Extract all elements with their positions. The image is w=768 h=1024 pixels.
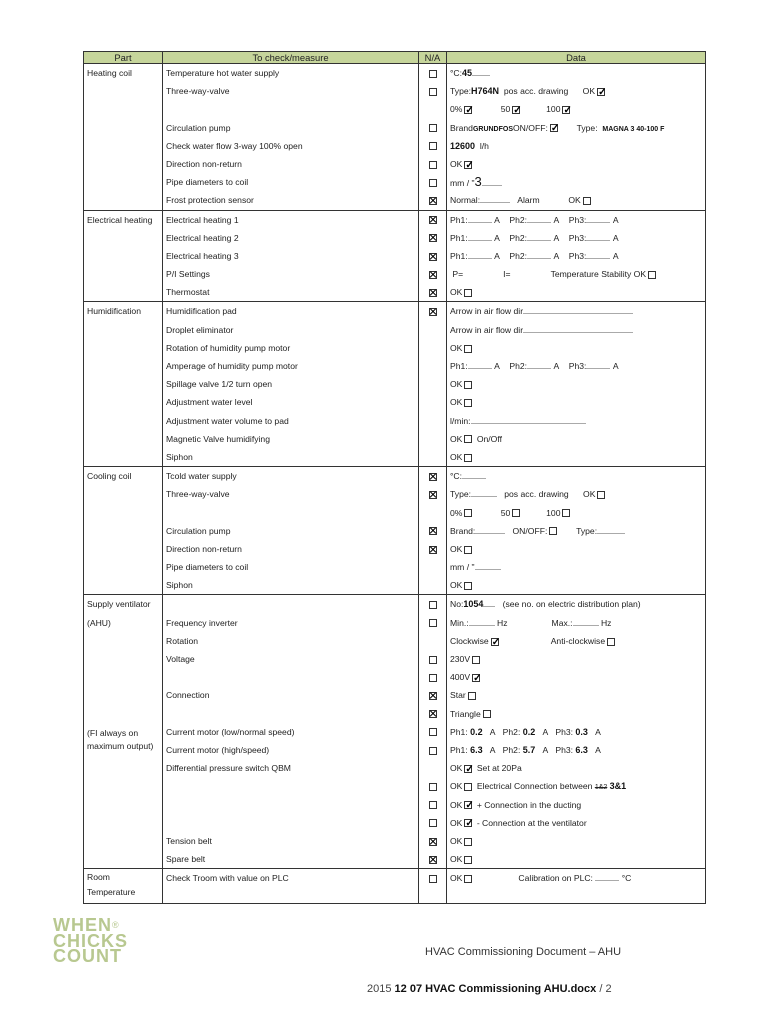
data-label: A (612, 361, 619, 371)
checkbox[interactable] (512, 509, 520, 517)
checkbox-checked[interactable] (562, 106, 570, 114)
data-label: Temperature Stability OK (550, 269, 647, 280)
data-label: Normal: (450, 195, 481, 206)
checkbox-checked[interactable] (472, 674, 480, 682)
document-title: HVAC Commissioning Document – AHU (425, 946, 622, 958)
ok-checkbox-checked[interactable] (464, 765, 472, 773)
check-item: Siphon (166, 580, 193, 591)
check-item: Droplet eliminator (166, 324, 234, 335)
check-item: Frequency inverter (166, 617, 238, 628)
na-checkbox-crossed[interactable] (429, 308, 437, 316)
data-label: Brand: (450, 525, 476, 536)
handwritten-value: 5.7 (522, 744, 536, 755)
data-label: maximum output) (87, 740, 154, 751)
data-label: A (542, 744, 549, 755)
data-label: A (542, 726, 549, 737)
data-label: 100 (546, 104, 561, 115)
data-label: Hz (600, 617, 612, 628)
ok-checkbox[interactable] (464, 435, 472, 443)
data-label: On/Off (476, 433, 502, 444)
na-checkbox-crossed[interactable] (429, 546, 437, 554)
data-label: 50 (500, 507, 511, 518)
na-checkbox-crossed[interactable] (429, 289, 437, 297)
check-item: Direction non-return (166, 543, 242, 554)
data-label: 100 (546, 507, 561, 518)
ok-checkbox[interactable] (464, 289, 472, 297)
part-label: Cooling coil (87, 471, 132, 482)
check-item: Tcold water supply (166, 471, 237, 482)
na-checkbox[interactable] (429, 601, 437, 609)
ok-checkbox[interactable] (464, 582, 472, 590)
na-checkbox-crossed[interactable] (429, 271, 437, 279)
ok-checkbox[interactable] (464, 381, 472, 389)
data-label: Ph2: (509, 250, 528, 261)
data-label: A (489, 726, 496, 737)
ok-checkbox[interactable] (464, 399, 472, 407)
ok-checkbox[interactable] (464, 838, 472, 846)
data-label: CHICKS (53, 930, 129, 951)
ok-checkbox[interactable] (464, 454, 472, 462)
data-label: A (553, 214, 560, 225)
data-label: ON/OFF: (512, 525, 548, 536)
na-checkbox[interactable] (429, 783, 437, 791)
handwritten-value: 6.3 (575, 744, 588, 755)
data-label: OK (450, 781, 463, 792)
na-checkbox[interactable] (429, 875, 437, 883)
data-label: OK (450, 799, 463, 810)
section-room-temperature (84, 869, 706, 904)
ok-checkbox[interactable] (597, 491, 605, 499)
data-label: Ph3: (568, 250, 587, 261)
data-label: A (553, 232, 560, 243)
data-label: - Connection at the ventilator (476, 817, 587, 828)
check-item: Three-way-valve (166, 489, 230, 500)
part-sublabel: (AHU) (87, 617, 111, 628)
data-label: ON/OFF: (513, 122, 548, 133)
data-label: OK (450, 580, 463, 591)
check-item: Rotation (166, 635, 199, 646)
handwritten-value: 1054 (463, 599, 484, 610)
data-label: Star (450, 690, 466, 701)
data-label: Ph2: (502, 744, 521, 755)
data-label: OK (450, 817, 463, 828)
data-label: (FI always on (87, 727, 139, 738)
data-label: OK (450, 342, 463, 353)
check-item: Spare belt (166, 854, 206, 865)
fi-note (87, 727, 159, 753)
na-checkbox-crossed[interactable] (429, 491, 437, 499)
data-label: OK (450, 763, 463, 774)
part-label: Heating coil (87, 68, 132, 78)
data-label: Ph1: (450, 361, 468, 371)
data-label: Ph1: (450, 232, 468, 243)
check-item: Direction non-return (166, 158, 242, 169)
na-checkbox-crossed[interactable] (429, 692, 437, 700)
check-item: Electrical heating 3 (166, 250, 239, 261)
section-supply-ventilator (84, 595, 706, 869)
data-label: COUNT (53, 946, 122, 966)
check-item: Check Troom with value on PLC (166, 873, 289, 884)
data-label: Brand (450, 122, 473, 133)
data-label: Temperature (87, 887, 136, 898)
checkbox[interactable] (483, 710, 491, 718)
data-label: ® (112, 920, 120, 930)
check-item: Check water flow 3-way 100% open (166, 140, 303, 151)
data-label: Ph1: (450, 744, 468, 755)
checkbox[interactable] (549, 527, 557, 535)
data-label: °C: (450, 68, 463, 78)
page-number: / 2 (599, 983, 612, 995)
check-item: P/I Settings (166, 269, 210, 280)
data-label: mm / " (450, 562, 475, 573)
part-label: Humidification (87, 306, 141, 317)
data-label: Electrical Connection between (476, 781, 593, 792)
data-label: 400V (450, 672, 471, 683)
na-checkbox[interactable] (429, 819, 437, 827)
check-item: Magnetic Valve humidifying (166, 433, 270, 444)
data-label: A (494, 361, 500, 371)
data-label: Hz (497, 617, 508, 628)
ok-checkbox-checked[interactable] (597, 88, 605, 96)
check-item: Circulation pump (166, 525, 231, 536)
ok-checkbox[interactable] (648, 271, 656, 279)
data-label: Arrow in air flow dir (450, 306, 524, 317)
data-label: Ph1: (450, 726, 468, 737)
handwritten-value: 0.2 (470, 726, 483, 737)
check-item: Amperage of humidity pump motor (166, 361, 298, 371)
check-item: Temperature hot water supply (166, 68, 280, 78)
data-label: Anti-clockwise (550, 635, 606, 646)
data-label: OK (450, 397, 463, 408)
handwritten-value: 3 (474, 174, 482, 190)
data-label: A (553, 361, 560, 371)
check-item: Differential pressure switch QBM (166, 763, 291, 774)
na-checkbox-crossed[interactable] (429, 527, 437, 535)
header-data: Data (447, 52, 706, 64)
check-item: Electrical heating 2 (166, 232, 239, 243)
data-label: Ph3: (555, 744, 574, 755)
check-item: Connection (166, 690, 210, 701)
check-item: Pipe diameters to coil (166, 177, 249, 188)
data-label: Ph2: (509, 361, 528, 371)
ok-checkbox[interactable] (464, 875, 472, 883)
na-checkbox-crossed[interactable] (429, 253, 437, 261)
data-label: °C (621, 873, 632, 884)
check-item: Spillage valve 1/2 turn open (166, 379, 273, 390)
check-item: Three-way-valve (166, 86, 230, 97)
section-heating-coil (84, 64, 706, 211)
data-label: °C: (450, 471, 463, 482)
check-item: Tension belt (166, 835, 212, 846)
data-label: pos acc. drawing (503, 86, 569, 97)
data-label: Type: (576, 525, 598, 536)
data-label: Calibration on PLC: (518, 873, 593, 884)
data-label: Ph2: (509, 214, 528, 225)
handwritten-value: H764N (471, 86, 500, 97)
data-label: A (612, 250, 619, 261)
data-label: Ph3: (568, 232, 587, 243)
data-label: A (595, 744, 601, 755)
data-label: OK (450, 873, 463, 884)
data-label: Arrow in air flow dir (450, 324, 524, 335)
na-checkbox[interactable] (429, 747, 437, 755)
handwritten-value: 0.2 (522, 726, 536, 737)
section-cooling-coil (84, 467, 706, 595)
na-checkbox[interactable] (429, 801, 437, 809)
check-item: Voltage (166, 654, 195, 664)
company-logo (53, 915, 129, 966)
commissioning-table (83, 51, 706, 904)
handwritten-value: 12600 (450, 140, 476, 151)
handwritten-value: 45 (462, 68, 473, 78)
data-label: A (553, 250, 560, 261)
checkbox-checked[interactable] (491, 638, 499, 646)
part-label (87, 869, 159, 900)
data-label: Ph3: (568, 361, 587, 371)
check-item: Electrical heating 1 (166, 214, 239, 225)
check-item: Adjustment water level (166, 397, 253, 408)
data-label: OK (450, 433, 463, 444)
part-label: Supply ventilator (87, 599, 151, 610)
ok-checkbox-checked[interactable] (464, 161, 472, 169)
check-item: Adjustment water volume to pad (166, 415, 289, 426)
header-na: N/A (419, 52, 447, 64)
data-label: A (494, 214, 500, 225)
handwritten-value: GRUNDFOS (472, 125, 513, 133)
data-label: (see no. on electric distribution plan) (502, 599, 641, 610)
na-checkbox[interactable] (429, 124, 437, 132)
na-checkbox[interactable] (429, 674, 437, 682)
data-label: Min.: (450, 617, 469, 628)
check-item: Siphon (166, 451, 193, 462)
na-checkbox-crossed[interactable] (429, 838, 437, 846)
checkbox-checked[interactable] (512, 106, 520, 114)
data-label: OK (450, 835, 463, 846)
data-label: OK (582, 86, 596, 97)
handwritten-value: 0.3 (575, 726, 588, 737)
data-label: Max.: (551, 617, 573, 628)
data-label: Ph3: (568, 214, 587, 225)
section-humidification (84, 302, 706, 467)
table-header (84, 52, 706, 64)
data-label: Room (87, 872, 110, 883)
data-label: Ph2: (509, 232, 528, 243)
na-checkbox[interactable] (429, 161, 437, 169)
data-label: Alarm (517, 195, 540, 206)
data-label: Type: (450, 489, 472, 500)
data-label: + Connection in the ducting (476, 799, 582, 810)
ok-checkbox[interactable] (583, 197, 591, 205)
na-checkbox[interactable] (429, 179, 437, 187)
check-item: Humidification pad (166, 306, 237, 317)
data-label: 230V (450, 654, 471, 664)
data-label: OK (450, 158, 463, 169)
na-checkbox[interactable] (429, 88, 437, 96)
footer-filename: 12 07 HVAC Commissioning AHU.docx (394, 983, 597, 995)
data-label: A (489, 744, 496, 755)
data-label: 0% (450, 104, 463, 115)
data-label: No: (450, 599, 464, 610)
ok-checkbox-checked[interactable] (464, 819, 472, 827)
na-checkbox-crossed[interactable] (429, 216, 437, 224)
handwritten-value: MAGNA 3 40-100 F (602, 125, 665, 133)
checkbox[interactable] (468, 692, 476, 700)
check-item: Current motor (low/normal speed) (166, 726, 295, 737)
data-label: Ph3: (555, 726, 574, 737)
header-check: To check/measure (163, 52, 419, 64)
page-footer (367, 983, 612, 995)
data-label: OK (450, 854, 463, 865)
checkbox[interactable] (562, 509, 570, 517)
data-label: mm / " (450, 178, 475, 189)
checkbox-checked[interactable] (464, 106, 472, 114)
na-checkbox-crossed[interactable] (429, 197, 437, 205)
header-part: Part (84, 52, 163, 64)
section-electrical-heating (84, 210, 706, 302)
data-label: WHEN (53, 915, 112, 935)
check-item: Thermostat (166, 287, 210, 298)
na-checkbox[interactable] (429, 142, 437, 150)
data-label: I= (503, 269, 511, 280)
ok-checkbox[interactable] (464, 345, 472, 353)
data-label: OK (450, 379, 463, 390)
data-label: A (494, 250, 500, 261)
data-label: A (494, 232, 500, 243)
na-checkbox[interactable] (429, 728, 437, 736)
data-label: A (612, 232, 619, 243)
data-label: Type: (576, 122, 598, 133)
data-label: Ph2: (502, 726, 521, 737)
checkbox[interactable] (464, 509, 472, 517)
data-label: 50 (500, 104, 511, 115)
checkbox-checked[interactable] (550, 124, 558, 132)
check-item: Frost protection sensor (166, 195, 254, 206)
na-checkbox-crossed[interactable] (429, 856, 437, 864)
na-checkbox[interactable] (429, 70, 437, 78)
na-checkbox-crossed[interactable] (429, 473, 437, 481)
na-checkbox[interactable] (429, 619, 437, 627)
data-label: OK (568, 195, 581, 206)
handwritten-value: 6.3 (470, 744, 483, 755)
na-checkbox-crossed[interactable] (429, 234, 437, 242)
data-label: Clockwise (450, 635, 489, 646)
ok-checkbox[interactable] (464, 783, 472, 791)
data-label: Set at 20Pa (476, 763, 522, 774)
checkbox[interactable] (472, 656, 480, 664)
data-label: 0% (450, 507, 463, 518)
ok-checkbox-checked[interactable] (464, 801, 472, 809)
na-checkbox-crossed[interactable] (429, 710, 437, 718)
data-label: Ph1: (450, 214, 468, 225)
data-label: pos acc. drawing (504, 489, 569, 500)
data-label: A (612, 214, 619, 225)
data-label: l/h (479, 140, 489, 151)
check-item: Circulation pump (166, 122, 231, 133)
check-item: Pipe diameters to coil (166, 562, 249, 573)
data-label: Ph1: (450, 250, 468, 261)
ok-checkbox[interactable] (464, 856, 472, 864)
check-item: Rotation of humidity pump motor (166, 342, 291, 353)
data-label: Type: (450, 86, 472, 97)
footer-year: 2015 (367, 983, 392, 995)
data-label: Triangle (450, 708, 481, 719)
check-item: Current motor (high/speed) (166, 744, 270, 755)
data-label: OK (450, 287, 463, 298)
data-label: l/min: (450, 415, 471, 426)
part-label: Electrical heating (87, 214, 153, 225)
checkbox[interactable] (607, 638, 615, 646)
na-checkbox[interactable] (429, 656, 437, 664)
ok-checkbox[interactable] (464, 546, 472, 554)
data-label: OK (450, 543, 463, 554)
handwritten-value: 3&1 (609, 781, 627, 792)
data-label: OK (583, 489, 596, 500)
data-label: P= (452, 269, 464, 280)
data-label: OK (450, 451, 463, 462)
handwritten-struck-value: 1&2 (594, 784, 608, 792)
data-label: A (595, 726, 601, 737)
